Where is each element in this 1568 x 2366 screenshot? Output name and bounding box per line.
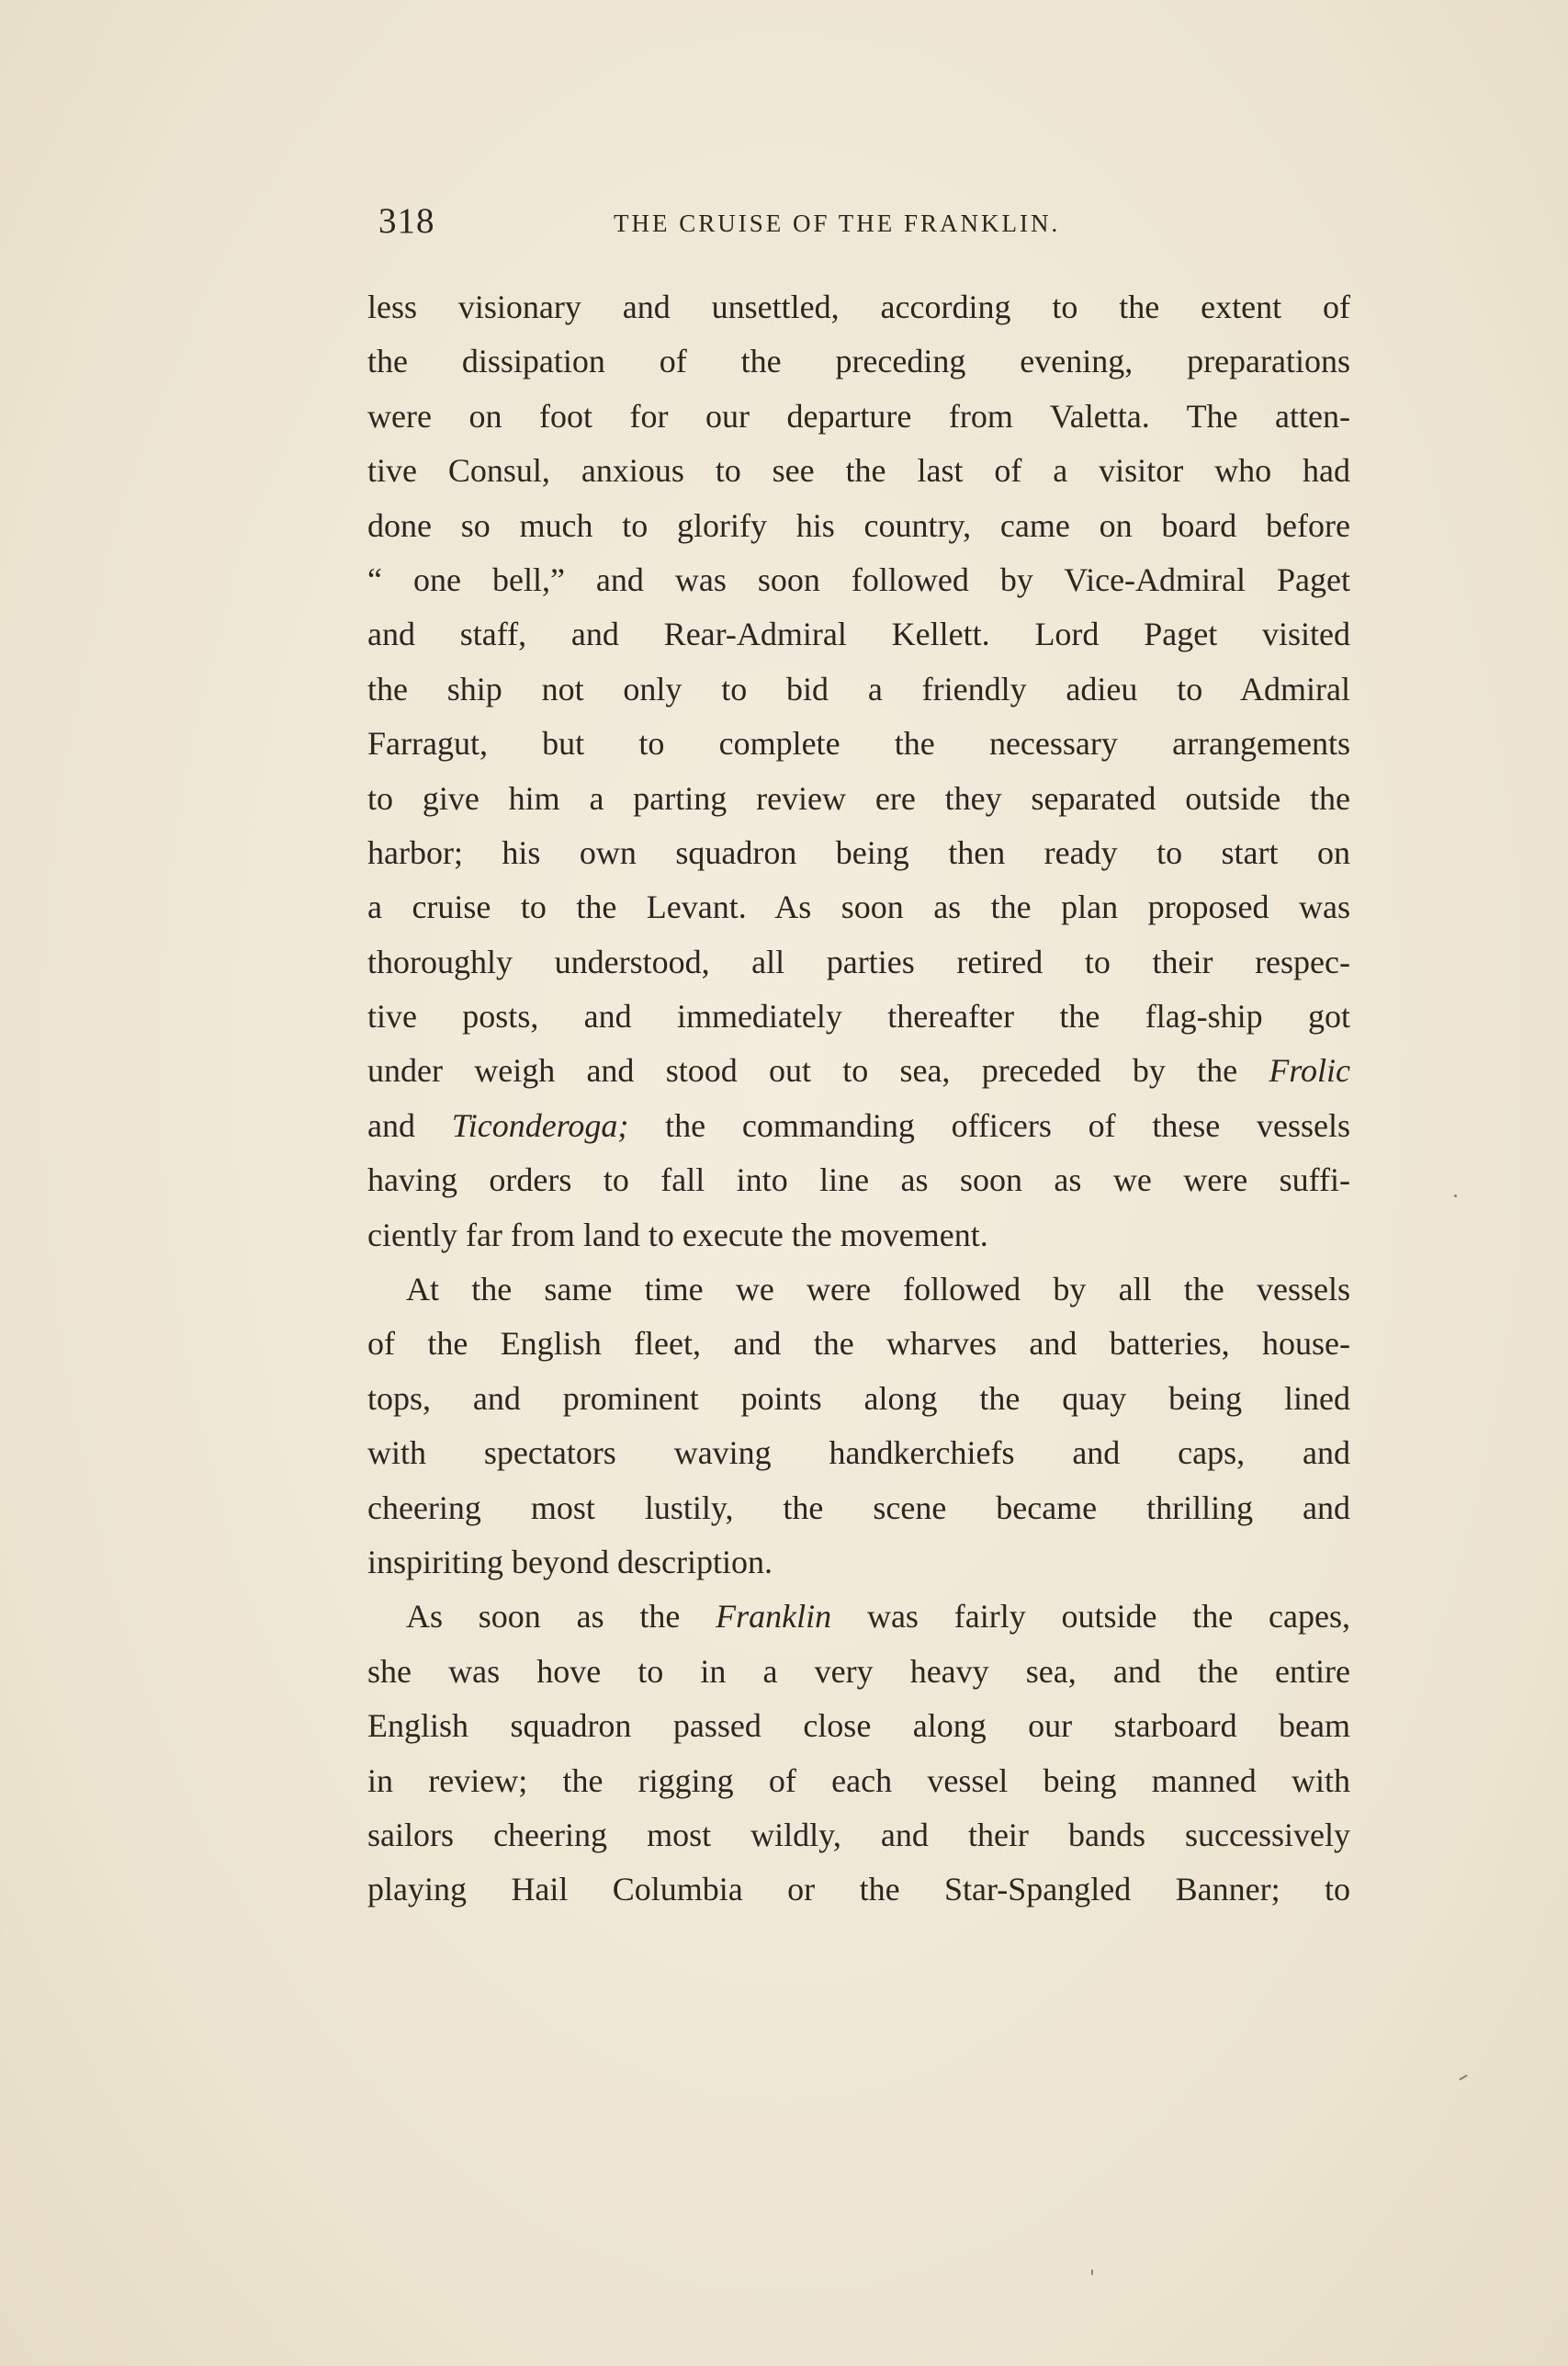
text-line: less visionary and unsettled, according to the extent of	[367, 289, 1350, 325]
text-line: Farragut, but to complete the necessary arrangements	[367, 725, 1350, 763]
body-text	[367, 280, 1350, 1918]
paper-speck	[1454, 1194, 1457, 1197]
paragraph-1	[367, 280, 1350, 1262]
text-line: a cruise to the Levant. As soon as the plan proposed was	[367, 889, 1350, 926]
running-title: THE CRUISE OF THE FRANKLIN.	[614, 209, 1061, 237]
text-line: At the same time we were followed by all the vessels	[406, 1271, 1350, 1308]
text-line: she was hove to in a very heavy sea, and the entire	[367, 1652, 1350, 1690]
text-segment: the commanding officers of these vessels	[665, 1106, 1351, 1144]
text-segment: As soon as the	[406, 1598, 681, 1636]
text-segment: was fairly outside the capes,	[866, 1598, 1350, 1636]
text-line: the ship not only to bid a friendly adieu to Admiral	[367, 670, 1350, 708]
paragraph-2	[367, 1262, 1350, 1590]
text-line: tive posts, and immediately thereafter the flag-ship got	[367, 998, 1350, 1036]
text-line: with spectators waving handkerchiefs and caps, and	[367, 1434, 1350, 1472]
text-segment: under weigh and stood out to sea, preceded by the	[367, 1052, 1238, 1090]
paper-speck	[1459, 2075, 1468, 2081]
running-head	[378, 200, 1352, 246]
italic-ship-name: Frolic	[1269, 1052, 1351, 1090]
text-segment: and	[367, 1106, 415, 1144]
paper-speck	[1091, 2270, 1093, 2275]
text-line: were on foot for our departure from Valetta. The atten-	[367, 397, 1350, 435]
paragraph-3	[367, 1590, 1350, 1917]
text-line: ciently far from land to execute the movement.	[367, 1216, 988, 1253]
text-line-with-italic	[367, 1099, 1350, 1153]
italic-ship-name: Franklin	[716, 1598, 832, 1636]
text-line: cheering most lustily, the scene became thrilling and	[367, 1489, 1350, 1526]
text-line: having orders to fall into line as soon as we were suffi-	[367, 1161, 1350, 1199]
text-line-with-italic	[367, 1590, 1350, 1644]
text-line: “ one bell,” and was soon followed by Vice-Admiral Paget	[367, 560, 1350, 598]
text-line: done so much to glorify his country, came on board before	[367, 506, 1350, 544]
page-number: 318	[378, 201, 435, 241]
text-line: playing Hail Columbia or the Star-Spangled Banner; to	[367, 1871, 1350, 1908]
text-line: tops, and prominent points along the quay being lined	[367, 1379, 1350, 1417]
text-line: English squadron passed close along our starboard beam	[367, 1707, 1350, 1745]
text-line: the dissipation of the preceding evening, preparations	[367, 343, 1350, 380]
text-line: in review; the rigging of each vessel being manned with	[367, 1761, 1350, 1799]
text-line: harbor; his own squadron being then ready to start on	[367, 833, 1350, 871]
text-line: tive Consul, anxious to see the last of a visitor who had	[367, 452, 1350, 490]
text-line: and staff, and Rear-Admiral Kellett. Lord Paget visited	[367, 616, 1350, 653]
text-line: inspiriting beyond description.	[367, 1543, 773, 1580]
text-line: sailors cheering most wildly, and their bands successively	[367, 1816, 1350, 1853]
text-line-with-italic	[367, 1044, 1350, 1098]
text-line: to give him a parting review ere they separated outside the	[367, 779, 1350, 817]
text-line: of the English fleet, and the wharves and batteries, house-	[367, 1325, 1350, 1363]
text-line: thoroughly understood, all parties retired to their respec-	[367, 943, 1350, 980]
italic-ship-name: Ticonderoga;	[451, 1106, 629, 1144]
